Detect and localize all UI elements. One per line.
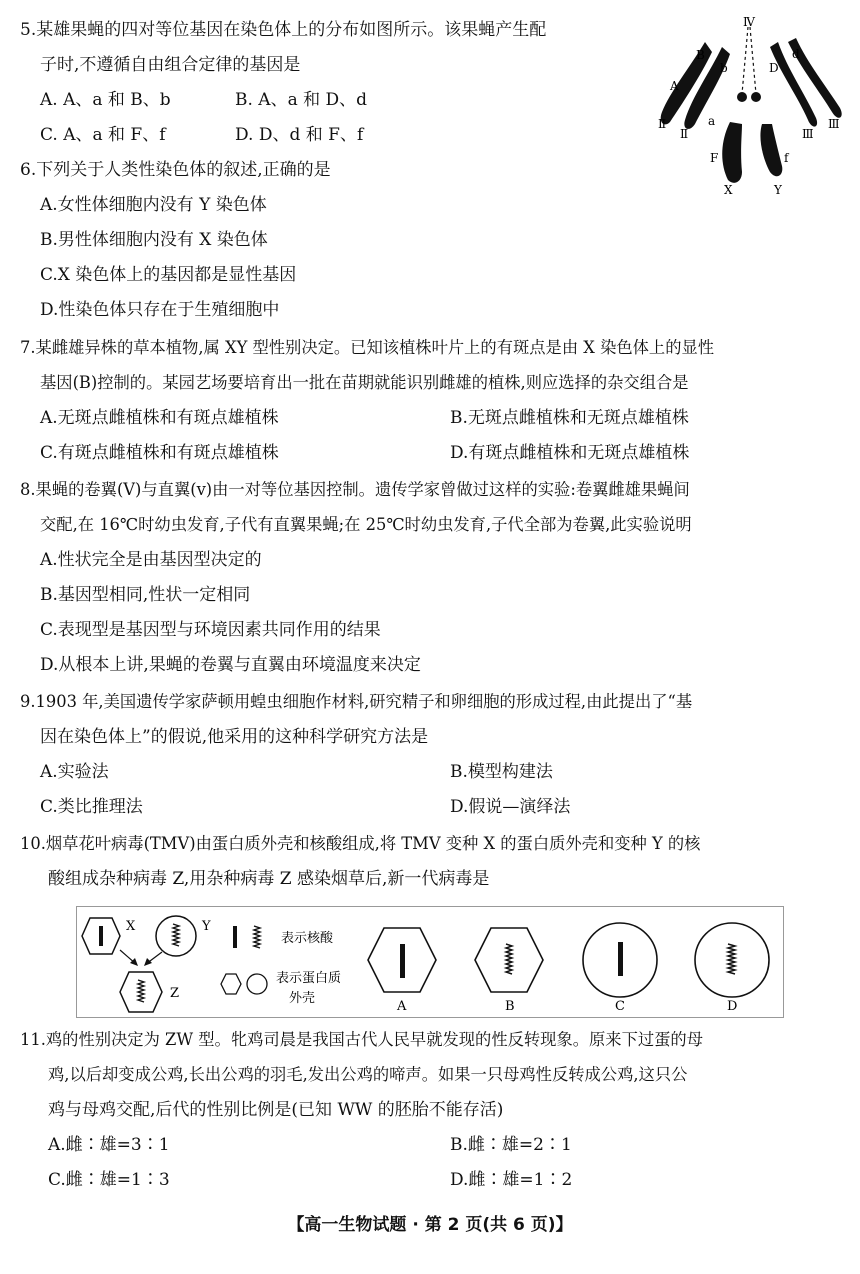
q10-stem-line1: 10.烟草花叶病毒(TMV)由蛋白质外壳和核酸组成,将 TMV 变种 X 的蛋白质外壳和变种 Y 的核 [20,834,701,853]
q9-option-a: A.实验法 [40,762,109,782]
q6-option-d: D.性染色体只存在于生殖细胞中 [40,300,280,320]
q8-option-a: A.性状完全是由基因型决定的 [40,550,262,570]
label-roman-2-left: Ⅱ [658,117,667,131]
chromosome-IV-line-left [742,27,748,94]
option-a-nucleic [400,944,405,978]
legend-zigzag-icon [254,926,260,948]
option-c-nucleic [618,942,623,976]
label-gene-d: d [792,47,800,61]
chromosome-Y [760,124,782,176]
q8-option-b: B.基因型相同,性状一定相同 [40,585,251,605]
label-option-a: A [397,999,407,1014]
q7-option-c: C.有斑点雌植株和有斑点雄植株 [40,443,279,463]
label-roman-4: Ⅳ [743,15,755,29]
legend-protein-text-2: 外壳 [289,991,316,1006]
legend-rod-icon [233,926,237,948]
label-virus-y: Y [202,919,211,934]
label-gene-b: b [720,61,728,75]
virus-z-shell [120,972,162,1012]
label-option-c: C [615,999,625,1014]
q5-stem-line2: 子时,不遵循自由组合定律的基因是 [40,55,301,75]
q5-stem-line1: 5.某雄果蝇的四对等位基因在染色体上的分布如图所示。该果蝇产生配 [20,20,547,40]
q5-option-c: C. A、a 和 F、f [40,125,166,145]
virus-x-nucleic [99,926,103,946]
q8-option-c: C.表现型是基因型与环境因素共同作用的结果 [40,620,381,640]
virus-y-shell [156,916,196,956]
chromosome-diagram [650,12,850,202]
page-footer: 【高一生物试题 · 第 2 页(共 6 页)】 [287,1215,573,1235]
legend-nucleic-text: 表示核酸 [281,931,334,946]
label-gene-a: a [708,114,716,128]
label-gene-f: f [784,151,789,165]
q5-option-d: D. D、d 和 F、f [235,125,364,145]
q11-option-b: B.雌∶雄=2∶1 [450,1135,572,1155]
q7-option-a: A.无斑点雌植株和有斑点雄植株 [40,408,279,428]
q8-option-d: D.从根本上讲,果蝇的卷翼与直翼由环境温度来决定 [40,655,421,675]
q5-option-a: A. A、a 和 B、b [40,90,171,110]
q9-option-b: B.模型构建法 [450,762,553,782]
label-gene-D: D [769,61,779,75]
q9-stem-line2: 因在染色体上”的假说,他采用的这种科学研究方法是 [40,727,429,747]
q11-option-d: D.雌∶雄=1∶2 [450,1170,573,1190]
option-b-shell [475,928,543,992]
q6-stem: 6.下列关于人类性染色体的叙述,正确的是 [20,160,331,180]
q11-option-a: A.雌∶雄=3∶1 [48,1135,170,1155]
label-roman-3-left: Ⅲ [802,127,814,141]
label-virus-x: X [126,919,136,934]
option-d-shell [695,923,769,997]
chromosome-IV-dot-left [737,92,747,102]
arrow-head-y [144,958,152,966]
q11-stem-line3: 鸡与母鸡交配,后代的性别比例是(已知 WW 的胚胎不能存活) [48,1100,504,1120]
q6-option-b: B.男性体细胞内没有 X 染色体 [40,230,268,250]
label-roman-2-right: Ⅱ [680,127,689,141]
chromosome-X [722,122,742,183]
q6-option-c: C.X 染色体上的基因都是显性基因 [40,265,297,285]
q7-stem-line2: 基因(B)控制的。某园艺场要培育出一批在苗期就能识别雌雄的植株,则应选择的杂交组合是 [40,373,689,392]
label-option-b: B [505,999,515,1014]
virus-diagram [76,906,784,1018]
chromosome-IV-line-right [750,27,756,94]
legend-circle-icon [247,974,267,994]
label-gene-B: B [696,48,705,62]
q11-stem-line1: 11.鸡的性别决定为 ZW 型。牝鸡司晨是我国古代人民早就发现的性反转现象。原来下过蛋的母 [20,1030,703,1049]
q7-option-d: D.有斑点雌植株和无斑点雄植株 [450,443,690,463]
q10-stem-line2: 酸组成杂种病毒 Z,用杂种病毒 Z 感染烟草后,新一代病毒是 [48,869,490,889]
label-roman-3-right: Ⅲ [828,117,840,131]
q9-stem-line1: 9.1903 年,美国遗传学家萨顿用蝗虫细胞作材料,研究精子和卵细胞的形成过程,由此提出了“基 [20,692,693,711]
q6-option-a: A.女性体细胞内没有 Y 染色体 [40,195,267,215]
q9-option-d: D.假说—演绎法 [450,797,571,817]
label-option-d: D [727,999,738,1014]
legend-hexagon-icon [221,974,241,994]
q7-stem-line1: 7.某雌雄异株的草本植物,属 XY 型性别决定。已知该植株叶片上的有斑点是由 X 染色体上的显性 [20,338,715,357]
q11-stem-line2: 鸡,以后却变成公鸡,长出公鸡的羽毛,发出公鸡的啼声。如果一只母鸡性反转成公鸡,这只公 [48,1065,688,1084]
q7-option-b: B.无斑点雌植株和无斑点雄植株 [450,408,689,428]
q5-option-b: B. A、a 和 D、d [235,90,368,110]
q9-option-c: C.类比推理法 [40,797,143,817]
legend-protein-text-1: 表示蛋白质 [276,971,342,986]
label-Y: Y [774,183,782,197]
q8-stem-line1: 8.果蝇的卷翼(V)与直翼(v)由一对等位基因控制。遗传学家曾做过这样的实验:卷翼雌雄果蝇间 [20,480,690,499]
label-gene-A: A [670,79,679,93]
q11-option-c: C.雌∶雄=1∶3 [48,1170,170,1190]
label-X: X [724,183,733,197]
label-virus-z: Z [170,986,180,1001]
q8-stem-line2: 交配,在 16℃时幼虫发育,子代有直翼果蝇;在 25℃时幼虫发育,子代全部为卷翼,此实验说明 [40,515,692,534]
chromosome-IV-dot-right [751,92,761,102]
label-gene-F: F [710,151,719,165]
